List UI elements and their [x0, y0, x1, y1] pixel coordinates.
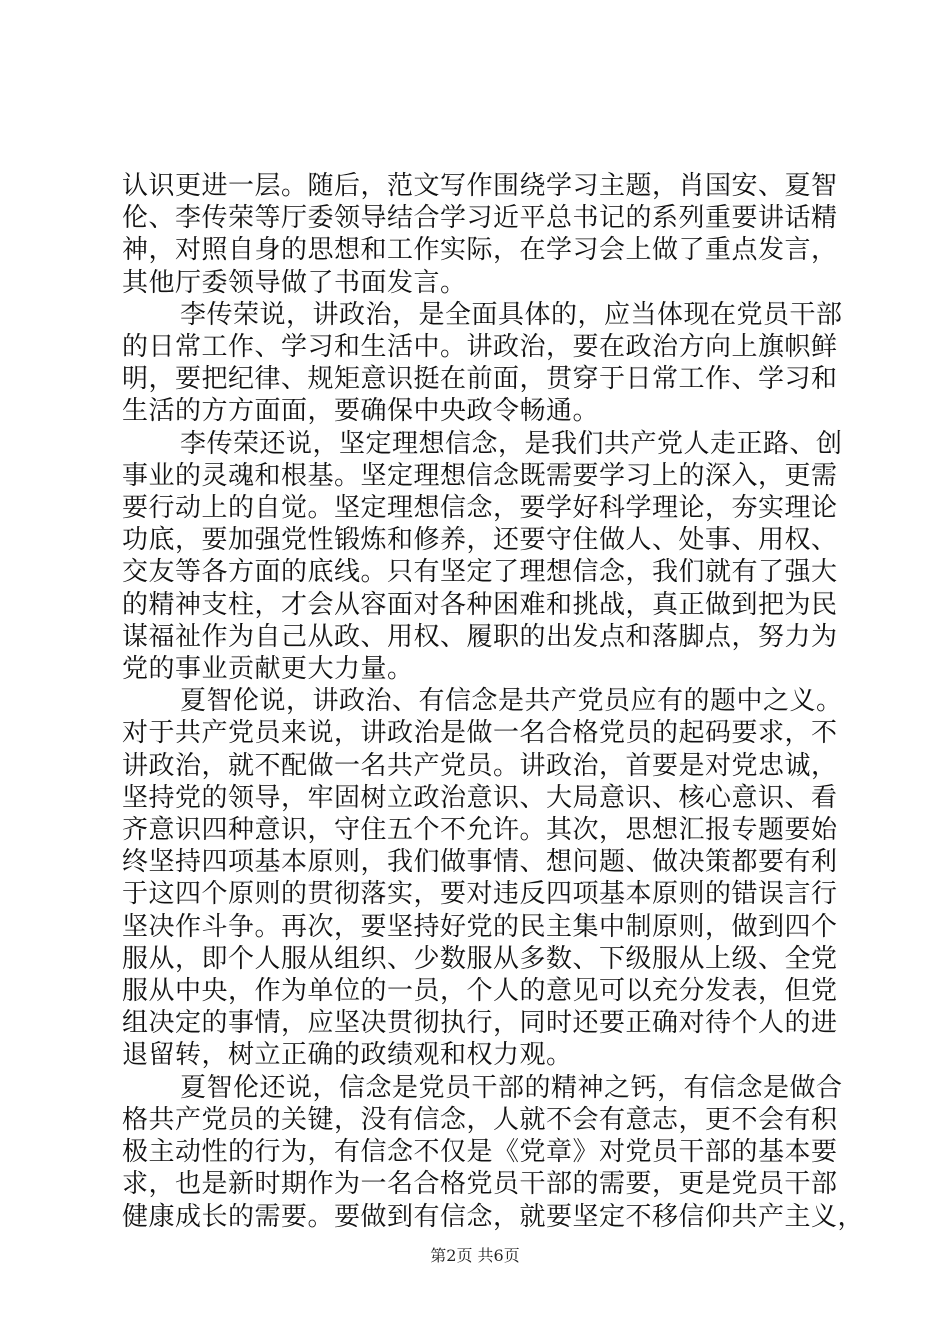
- text-line: 于这四个原则的贯彻落实，要对违反四项基本原则的错误言行: [122, 879, 838, 910]
- text-line: 组决定的事情，应坚决贯彻执行，同时还要正确对待个人的进: [122, 1008, 838, 1039]
- text-line: 夏智伦说，讲政治、有信念是共产党员应有的题中之义。: [180, 686, 843, 717]
- text-line: 伦、李传荣等厅委领导结合学习近平总书记的系列重要讲话精: [122, 203, 838, 234]
- text-line: 齐意识四种意识，守住五个不允许。其次，思想汇报专题要始: [122, 815, 838, 846]
- text-line: 坚决作斗争。再次，要坚持好党的民主集中制原则，做到四个: [122, 911, 838, 942]
- text-line: 健康成长的需要。要做到有信念，就要坚定不移信仰共产主义，: [122, 1201, 865, 1232]
- text-line: 要行动上的自觉。坚定理想信念，要学好科学理论，夯实理论: [122, 493, 838, 524]
- text-line: 终坚持四项基本原则，我们做事情、想问题、做决策都要有利: [122, 847, 838, 878]
- text-line: 明，要把纪律、规矩意识挺在前面，贯穿于日常工作、学习和: [122, 364, 838, 395]
- text-line: 生活的方方面面，要确保中央政令畅通。: [122, 396, 600, 427]
- text-line: 认识更进一层。随后，范文写作围绕学习主题，肖国安、夏智: [122, 171, 838, 201]
- text-line: 的日常工作、学习和生活中。讲政治，要在政治方向上旗帜鲜: [122, 332, 838, 363]
- page-footer: [0, 1243, 950, 1266]
- text-line: 服从，即个人服从组织、少数服从多数、下级服从上级、全党: [122, 943, 838, 974]
- page-number: 第2页 共6页: [430, 1246, 520, 1265]
- body-text: [122, 170, 865, 1233]
- text-line: 夏智伦还说，信念是党员干部的精神之钙，有信念是做合: [180, 1072, 843, 1103]
- text-line: 格共产党员的关键，没有信念，人就不会有意志，更不会有积: [122, 1104, 838, 1135]
- text-line: 退留转，树立正确的政绩观和权力观。: [122, 1040, 573, 1071]
- text-line: 李传荣说，讲政治，是全面具体的，应当体现在党员干部: [180, 299, 843, 330]
- text-line: 神，对照自身的思想和工作实际，在学习会上做了重点发言，: [122, 235, 838, 266]
- text-line: 谋福祉作为自己从政、用权、履职的出发点和落脚点，努力为: [122, 621, 838, 652]
- text-line: 交友等各方面的底线。只有坚定了理想信念，我们就有了强大: [122, 557, 838, 588]
- text-line: 的精神支柱，才会从容面对各种困难和挑战，真正做到把为民: [122, 589, 838, 620]
- text-line: 服从中央，作为单位的一员，个人的意见可以充分发表，但党: [122, 976, 838, 1007]
- text-line: 讲政治，就不配做一名共产党员。讲政治，首要是对党忠诚，: [122, 750, 838, 781]
- text-line: 党的事业贡献更大力量。: [122, 654, 414, 685]
- text-line: 求，也是新时期作为一名合格党员干部的需要，更是党员干部: [122, 1169, 838, 1200]
- text-line: 事业的灵魂和根基。坚定理想信念既需要学习上的深入，更需: [122, 460, 838, 491]
- text-line: 其他厅委领导做了书面发言。: [122, 267, 467, 298]
- text-line: 李传荣还说，坚定理想信念，是我们共产党人走正路、创: [180, 428, 843, 459]
- text-line: 对于共产党员来说，讲政治是做一名合格党员的起码要求，不: [122, 718, 838, 749]
- text-line: 极主动性的行为，有信念不仅是《党章》对党员干部的基本要: [122, 1137, 838, 1168]
- text-line: 功底，要加强党性锻炼和修养，还要守住做人、处事、用权、: [122, 525, 838, 556]
- text-line: 坚持党的领导，牢固树立政治意识、大局意识、核心意识、看: [122, 782, 838, 813]
